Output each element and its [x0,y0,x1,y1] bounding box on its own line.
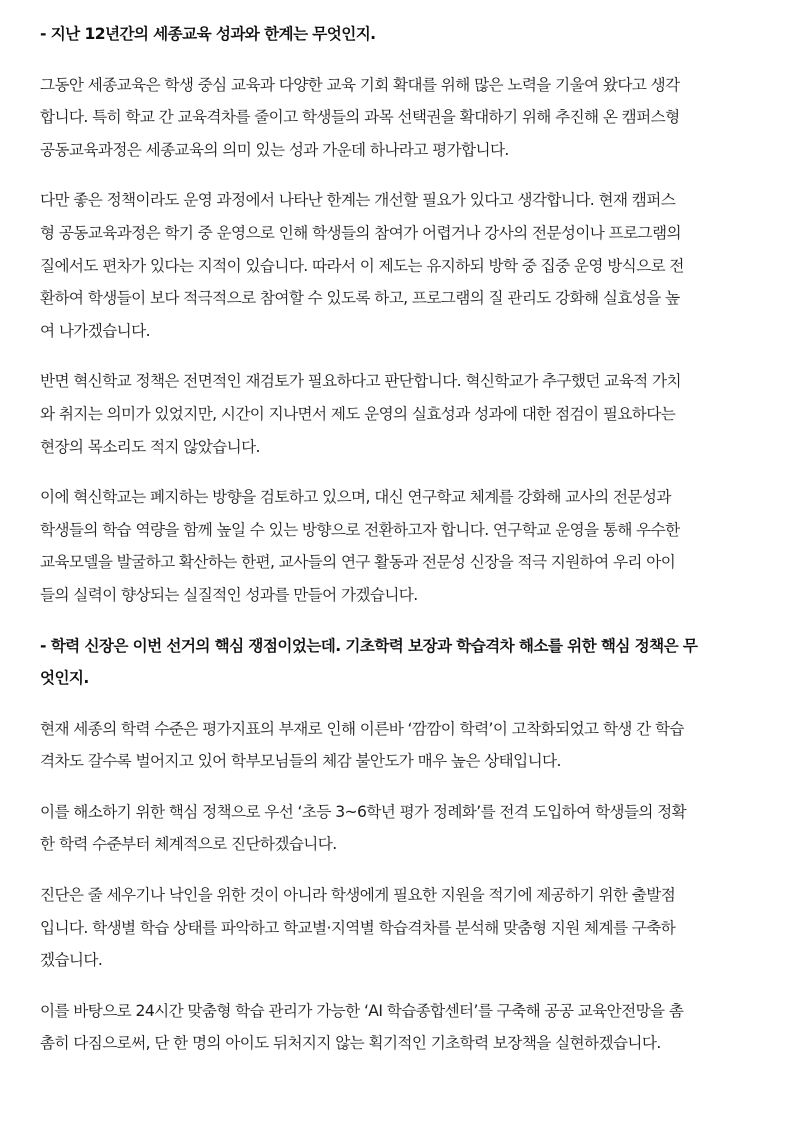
interview-question [40,18,756,51]
interview-answer [40,713,756,778]
text-line: 겠습니다. [40,951,103,970]
text-line: 다만 좋은 정책이라도 운영 과정에서 나타난 한계는 개선할 필요가 있다고 생각합니다. 현재 캠퍼스 [40,191,676,210]
text-line: 질에서도 편차가 있다는 지적이 있습니다. 따라서 이 제도는 유지하되 방학 중 집중 운영 방식으로 전 [40,256,684,275]
interview-answer [40,184,756,347]
text-line: 형 공동교육과정은 학기 중 운영으로 인해 학생들의 참여가 어렵거나 강사의 전문성이나 프로그램의 [40,223,681,242]
text-line: 환하여 학생들이 보다 적극적으로 참여할 수 있도록 하고, 프로그램의 질 관리도 강화해 실효성을 높 [40,289,680,308]
text-line: 그동안 세종교육은 학생 중심 교육과 다양한 교육 기회 확대를 위해 많은 노력을 기울여 왔다고 생각 [40,75,680,94]
text-line: 현장의 목소리도 적지 않았습니다. [40,437,260,456]
text-line: 입니다. 학생별 학습 상태를 파악하고 학교별·지역별 학습격차를 분석해 맞춤형 지원 체계를 구축하 [40,918,676,937]
text-line: 반면 혁신학교 정책은 전면적인 재검토가 필요하다고 판단합니다. 혁신학교가 추구했던 교육적 가치 [40,372,681,391]
text-line: 여 나가겠습니다. [40,321,150,340]
text-line: 들의 실력이 향상되는 실질적인 성과를 만들어 가겠습니다. [40,585,418,604]
interview-question [40,630,756,695]
text-line: - 지난 12년간의 세종교육 성과와 한계는 무엇인지. [40,25,376,43]
text-line: 학생들의 학습 역량을 함께 높일 수 있는 방향으로 전환하고자 합니다. 연구학교 운영을 통해 우수한 [40,520,680,539]
text-line: 와 취지는 의미가 있었지만, 시간이 지나면서 제도 운영의 실효성과 성과에 대한 점검이 필요하다는 [40,404,676,423]
text-line: 엇인지. [40,669,89,688]
text-line: 이를 해소하기 위한 핵심 정책으로 우선 ‘초등 3~6학년 평가 정례화’를 전격 도입하여 학생들의 정확 [40,802,687,821]
text-line: 이를 바탕으로 24시간 맞춤형 학습 관리가 가능한 ‘AI 학습종합센터’를 구축해 공공 교육안전망을 촘 [40,1001,684,1020]
text-line: 한 학력 수준부터 체계적으로 진단하겠습니다. [40,835,337,854]
text-line: 이에 혁신학교는 폐지하는 방향을 검토하고 있으며, 대신 연구학교 체계를 강화해 교사의 전문성과 [40,488,671,507]
text-line: 진단은 줄 세우기나 낙인을 위한 것이 아니라 학생에게 필요한 지원을 적기에 제공하기 위한 출발점 [40,886,676,905]
article-body [40,18,756,1078]
text-line: 촘히 다짐으로써, 단 한 명의 아이도 뒤처지지 않는 획기적인 기초학력 보장책을 실현하겠습니다. [40,1034,661,1053]
text-line: 합니다. 특히 학교 간 교육격차를 줄이고 학생들의 과목 선택권을 확대하기 위해 추진해 온 캠퍼스형 [40,108,680,127]
text-line: - 학력 신장은 이번 선거의 핵심 쟁점이었는데. 기초학력 보장과 학습격차 해소를 위한 핵심 정책은 무 [40,636,698,655]
interview-answer [40,481,756,611]
text-line: 격차도 갈수록 벌어지고 있어 학부모님들의 체감 불안도가 매우 높은 상태입니다. [40,752,561,771]
text-line: 교육모델을 발굴하고 확산하는 한편, 교사들의 연구 활동과 전문성 신장을 적극 지원하여 우리 아이 [40,553,676,572]
text-line: 현재 세종의 학력 수준은 평가지표의 부재로 인해 이른바 ‘깜깜이 학력’이 고착화되었고 학생 간 학습 [40,719,684,738]
interview-answer [40,365,756,463]
interview-answer [40,879,756,977]
interview-answer [40,796,756,861]
text-line: 공동교육과정은 세종교육의 의미 있는 성과 가운데 하나라고 평가합니다. [40,140,509,159]
interview-answer [40,995,756,1060]
interview-answer [40,69,756,167]
